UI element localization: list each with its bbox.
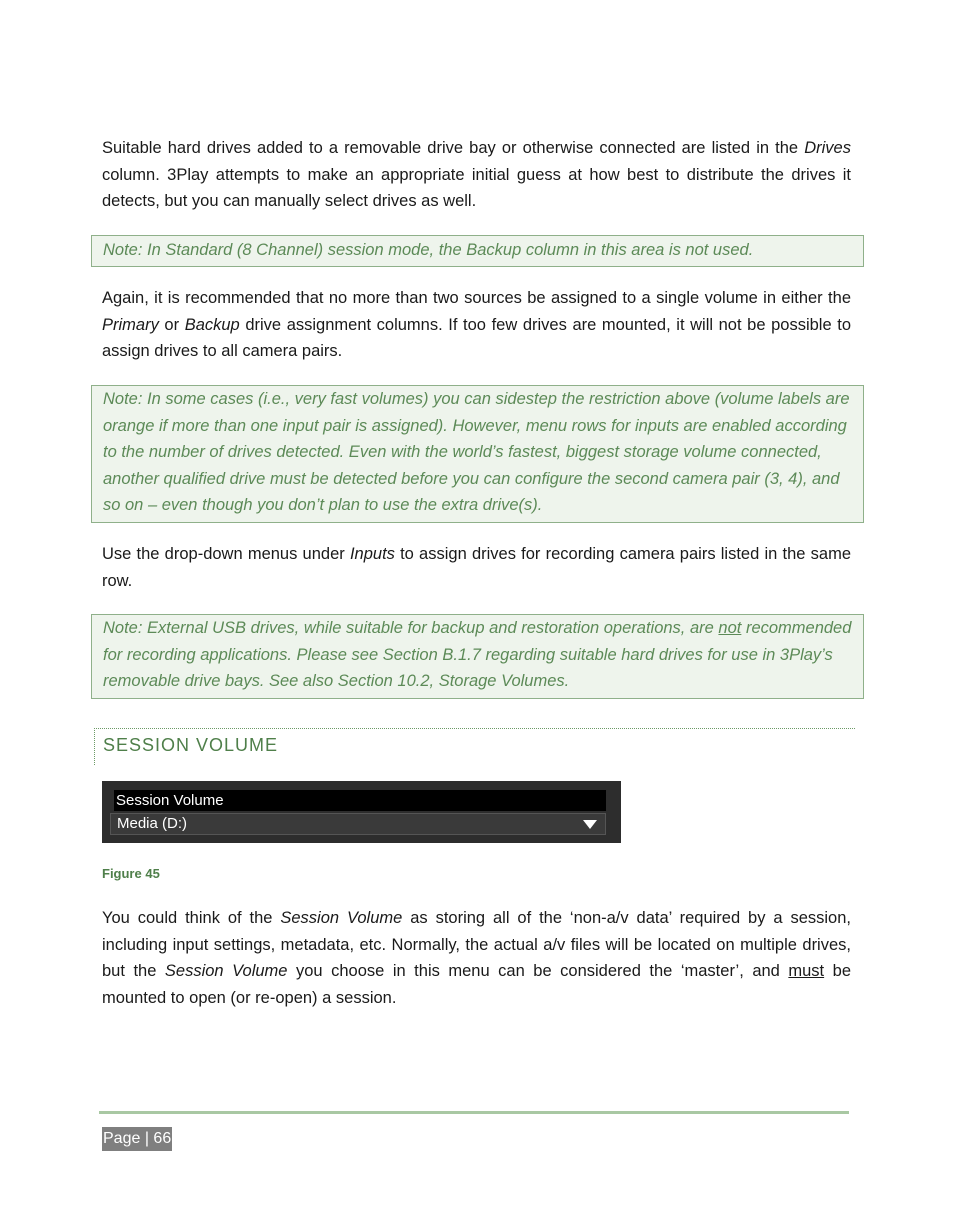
note-fast-volumes: Note: In some cases (i.e., very fast volumes) you can sidestep the restriction above (volume labels are orange if more than one input pair is assigned). However, menu rows for inputs are enabled according to the number of drives detected. Even with the world’s fastest, biggest storage volume connected, another qualified drive must be detected before you can configure the second camera pair (3, 4), and so on – even though you don’t plan to use the extra drive(s). [91, 385, 864, 523]
footer-divider [99, 1111, 849, 1114]
emphasis-session-volume: Session Volume [280, 909, 403, 927]
paragraph-recommendation [102, 285, 851, 365]
session-volume-label: Session Volume [114, 790, 606, 811]
emphasis-session-volume: Session Volume [164, 962, 288, 981]
underline-not: not [718, 619, 742, 637]
paragraph-inputs [102, 541, 851, 594]
paragraph-drives [102, 135, 851, 215]
note-standard-mode: Note: In Standard (8 Channel) session mode, the Backup column in this area is not used. [91, 235, 864, 267]
text-run: recommended for recording applications. Please see Section B.1.7 regarding suitable hard drives for use in 3Play’s removable drive bays. See also Section 10.2, Storage Volumes. [103, 619, 852, 691]
text-run: Again, it is recommended that no more than two sources be assigned to a single volume in either the [102, 289, 851, 307]
session-volume-dropdown[interactable] [110, 813, 606, 835]
emphasis-backup: Backup [184, 315, 240, 334]
text-run: be mounted to open (or re-open) a session. [102, 962, 851, 1007]
text-run: you choose in this menu can be considered the ‘master’, and [287, 962, 789, 981]
text-run: Use the drop-down menus under [102, 545, 350, 563]
section-heading-frame [94, 728, 855, 765]
underline-must: must [788, 962, 825, 981]
text-run: Note: External USB drives, while suitable for backup and restoration operations, are [103, 619, 719, 637]
session-volume-screenshot [102, 781, 621, 843]
text-run: as storing all of the ‘non-a/v data’ required by a session, including input settings, metadata, etc. Normally, the actual a/v files will be located on multiple drives, but the [102, 909, 851, 981]
text-run: You could think of the [102, 909, 281, 927]
text-run: column. 3Play attempts to make an appropriate initial guess at how best to distribute the drives it detects, but you can manually select drives as well. [102, 165, 851, 211]
emphasis-drives: Drives [804, 139, 851, 157]
session-volume-selected: Media (D:) [117, 815, 188, 832]
text-run: drive assignment columns. If too few drives are mounted, it will not be possible to assign drives to all camera pairs. [102, 315, 851, 361]
text-run: Suitable hard drives added to a removable drive bay or otherwise connected are listed in the [102, 139, 805, 157]
page-number: Page | 66 [102, 1127, 172, 1151]
figure-caption: Figure 45 [102, 866, 160, 881]
emphasis-inputs: Inputs [349, 545, 395, 563]
note-usb-drives [91, 614, 864, 699]
section-heading: SESSION VOLUME [103, 735, 279, 755]
emphasis-primary: Primary [102, 315, 159, 334]
text-run: to assign drives for recording camera pairs listed in the same row. [102, 545, 851, 590]
dropdown-triangle-icon [583, 820, 597, 829]
text-run: or [158, 315, 185, 334]
paragraph-session-volume [102, 905, 851, 1011]
